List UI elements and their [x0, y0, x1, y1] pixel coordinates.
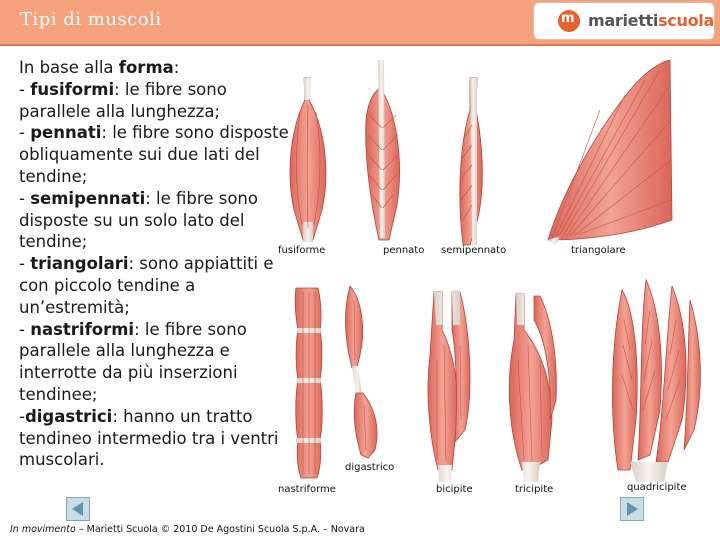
logo-text-a: marietti — [588, 11, 659, 30]
label-triangolare: triangolare — [571, 245, 626, 256]
next-slide-button[interactable] — [620, 497, 644, 521]
item-term: semipennati — [30, 188, 146, 208]
item-text: : le fibre sono disposte obliquamente sui due lati del tendine; — [19, 123, 289, 186]
item-prefix: - — [19, 319, 31, 339]
item-prefix: - — [19, 406, 25, 426]
triceps-muscle — [509, 294, 556, 482]
item-text: : le fibre sono parallele alla lunghezza e interrotte da più inserzioni tendinee; — [19, 319, 247, 404]
logo-text-b: scuola — [658, 11, 714, 30]
intro-term: forma — [118, 58, 174, 77]
item-term: fusiformi — [30, 79, 115, 99]
page-title: Tipi di muscoli — [20, 9, 162, 30]
strap-muscle — [295, 288, 322, 478]
item-prefix: - — [19, 254, 31, 274]
label-digastrico: digastrico — [345, 462, 395, 473]
item-term: nastriformi — [30, 319, 135, 339]
item-term: digastrici — [24, 406, 113, 426]
item-text: : hanno un tratto tendineo intermedio tra i ventri muscolari. — [19, 406, 279, 470]
label-quadricipite: quadricipite — [627, 482, 687, 493]
label-bicipite: bicipite — [436, 484, 473, 495]
label-pennato: pennato — [383, 245, 425, 256]
item-text: : sono appiattiti e con piccolo tendine a un’estremità; — [19, 254, 274, 317]
intro-colon: : — [173, 58, 180, 77]
item-prefix: - — [19, 123, 31, 143]
fusiform-muscle — [290, 78, 326, 242]
label-tricipite: tricipite — [515, 484, 554, 495]
footer-book-title: In movimento — [10, 524, 76, 535]
item-prefix: - — [19, 188, 31, 208]
pennate-muscle — [366, 60, 400, 240]
triangle-right-icon — [624, 501, 640, 517]
label-nastriforme: nastriforme — [278, 484, 336, 495]
intro-text: In base alla — [19, 58, 119, 77]
item-term: pennati — [30, 123, 102, 143]
digastric-muscle — [346, 286, 378, 458]
item-term: triangolari — [30, 254, 129, 274]
previous-slide-button[interactable] — [66, 497, 90, 521]
semipennate-muscle — [460, 78, 483, 245]
label-fusiforme: fusiforme — [278, 245, 326, 256]
triangle-left-icon — [70, 501, 86, 517]
triangular-muscle — [548, 60, 672, 246]
logo-mark-letter: m — [561, 11, 575, 26]
label-semipennato: semipennato — [441, 245, 507, 256]
footer-credit — [10, 524, 365, 535]
item-text: : le fibre sono disposte su un solo lato del tendine; — [19, 188, 258, 252]
quadriceps-muscle — [612, 280, 700, 482]
biceps-muscle — [428, 292, 470, 482]
item-text: : le fibre sono parallele alla lunghezza; — [19, 79, 227, 121]
footer-copyright: – Marietti Scuola © 2010 De Agostini Scuola S.p.A. – Novara — [75, 524, 365, 535]
item-prefix: - — [19, 79, 31, 99]
